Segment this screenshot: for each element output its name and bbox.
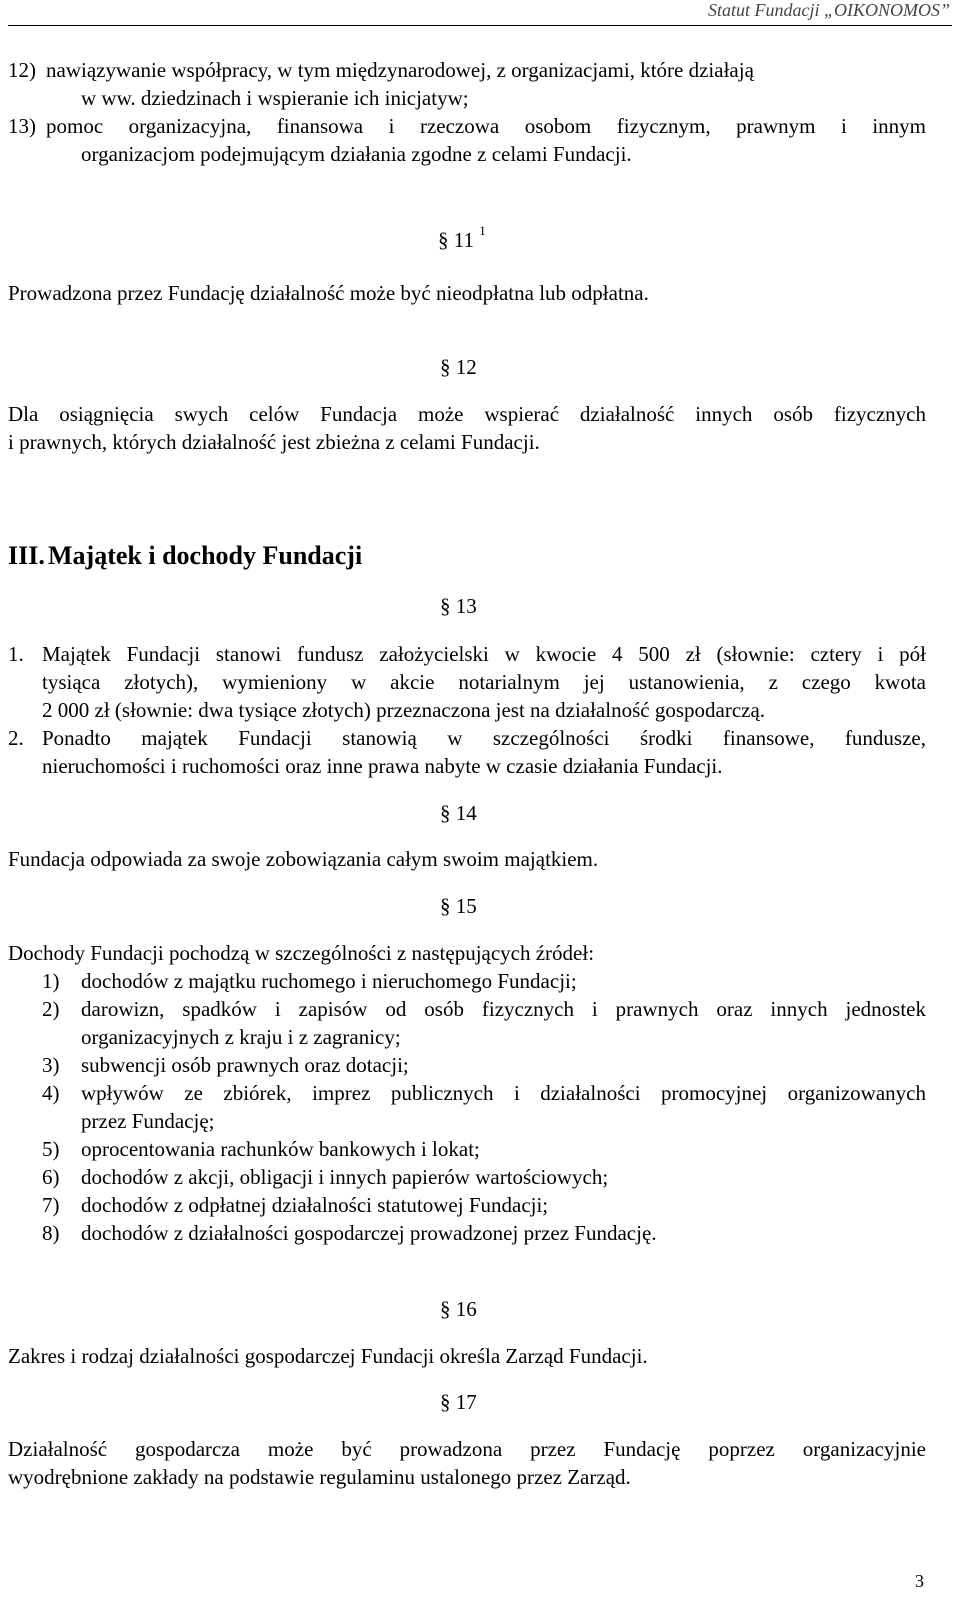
- paragraph-text: Dla osiągnięcia swych celów Fundacja może wspierać działalność innych osób fizycznych: [8, 402, 926, 426]
- list-item-text: wpływów ze zbiórek, imprez publicznych i działalności promocyjnej organizowanych: [81, 1081, 926, 1105]
- paragraph-text: Prowadzona przez Fundację działalność może być nieodpłatna lub odpłatna.: [8, 281, 649, 305]
- list-item-text: subwencji osób prawnych oraz dotacji;: [81, 1053, 409, 1077]
- paragraph-text: Fundacja odpowiada za swoje zobowiązania całym swoim majątkiem.: [8, 847, 599, 871]
- list-number: 7): [42, 1193, 60, 1217]
- paragraph-text: Działalność gospodarcza może być prowadzona przez Fundację poprzez organizacyjnie: [8, 1437, 926, 1461]
- section-mark: [438, 222, 486, 253]
- paragraph-text: Ponadto majątek Fundacji stanowią w szczególności środki finansowe, fundusze,: [42, 726, 926, 750]
- running-header: Statut Fundacji „OIKONOMOS”: [707, 0, 950, 20]
- list-item-text: organizacjom podejmującym działania zgodne z celami Fundacji.: [81, 142, 632, 166]
- section-mark-text: § 11: [438, 228, 474, 252]
- section-mark: § 13: [440, 594, 477, 618]
- section-mark-superscript: 1: [479, 223, 486, 238]
- list-item-text: nawiązywanie współpracy, w tym międzynarodowej, z organizacjami, które działają: [46, 58, 754, 82]
- paragraph-text: Majątek Fundacji stanowi fundusz założycielski w kwocie 4 500 zł (słownie: cztery i pół: [42, 642, 926, 666]
- list-number: 2): [42, 997, 60, 1021]
- section-mark: § 12: [440, 355, 477, 379]
- list-item-text: darowizn, spadków i zapisów od osób fizycznych i prawnych oraz innych jednostek: [81, 997, 926, 1021]
- paragraph-text: wyodrębnione zakłady na podstawie regulaminu ustalonego przez Zarząd.: [8, 1465, 631, 1489]
- section-mark: § 14: [440, 801, 477, 825]
- list-number: 1): [42, 969, 60, 993]
- list-number: 5): [42, 1137, 60, 1161]
- paragraph-text: i prawnych, których działalność jest zbieżna z celami Fundacji.: [8, 430, 540, 454]
- section-heading-number: III.: [8, 541, 45, 570]
- section-heading-title: Majątek i dochody Fundacji: [48, 541, 363, 570]
- list-item-text: przez Fundację;: [81, 1109, 215, 1133]
- section-mark: § 16: [440, 1297, 477, 1321]
- list-item-text: dochodów z akcji, obligacji i innych papierów wartościowych;: [81, 1165, 609, 1189]
- section-mark: § 15: [440, 894, 477, 918]
- list-number: 12): [8, 58, 36, 82]
- list-number: 1.: [8, 642, 24, 666]
- list-item-text: w ww. dziedzinach i wspieranie ich inicjatyw;: [81, 86, 469, 110]
- paragraph-text: 2 000 zł (słownie: dwa tysiące złotych) przeznaczona jest na działalność gospodarczą.: [42, 698, 766, 722]
- header-rule: [8, 25, 952, 26]
- page-number: 3: [915, 1571, 924, 1591]
- list-number: 3): [42, 1053, 60, 1077]
- list-item-text: dochodów z odpłatnej działalności statutowej Fundacji;: [81, 1193, 549, 1217]
- list-number: 6): [42, 1165, 60, 1189]
- list-number: 4): [42, 1081, 60, 1105]
- list-item-text: pomoc organizacyjna, finansowa i rzeczowa osobom fizycznym, prawnym i innym: [46, 114, 926, 138]
- list-number: 2.: [8, 726, 24, 750]
- paragraph-text: nieruchomości i ruchomości oraz inne prawa nabyte w czasie działania Fundacji.: [42, 754, 723, 778]
- paragraph-text: Dochody Fundacji pochodzą w szczególności z następujących źródeł:: [8, 941, 595, 965]
- paragraph-text: tysiąca złotych), wymieniony w akcie notarialnym jej ustanowienia, z czego kwota: [42, 670, 926, 694]
- list-item-text: dochodów z działalności gospodarczej prowadzonej przez Fundację.: [81, 1221, 657, 1245]
- list-item-text: oprocentowania rachunków bankowych i lokat;: [81, 1137, 480, 1161]
- list-number: 13): [8, 114, 36, 138]
- section-mark: § 17: [440, 1390, 477, 1414]
- paragraph-text: Zakres i rodzaj działalności gospodarczej Fundacji określa Zarząd Fundacji.: [8, 1344, 648, 1368]
- list-item-text: organizacyjnych z kraju i z zagranicy;: [81, 1025, 401, 1049]
- list-item-text: dochodów z majątku ruchomego i nieruchomego Fundacji;: [81, 969, 577, 993]
- list-number: 8): [42, 1221, 60, 1245]
